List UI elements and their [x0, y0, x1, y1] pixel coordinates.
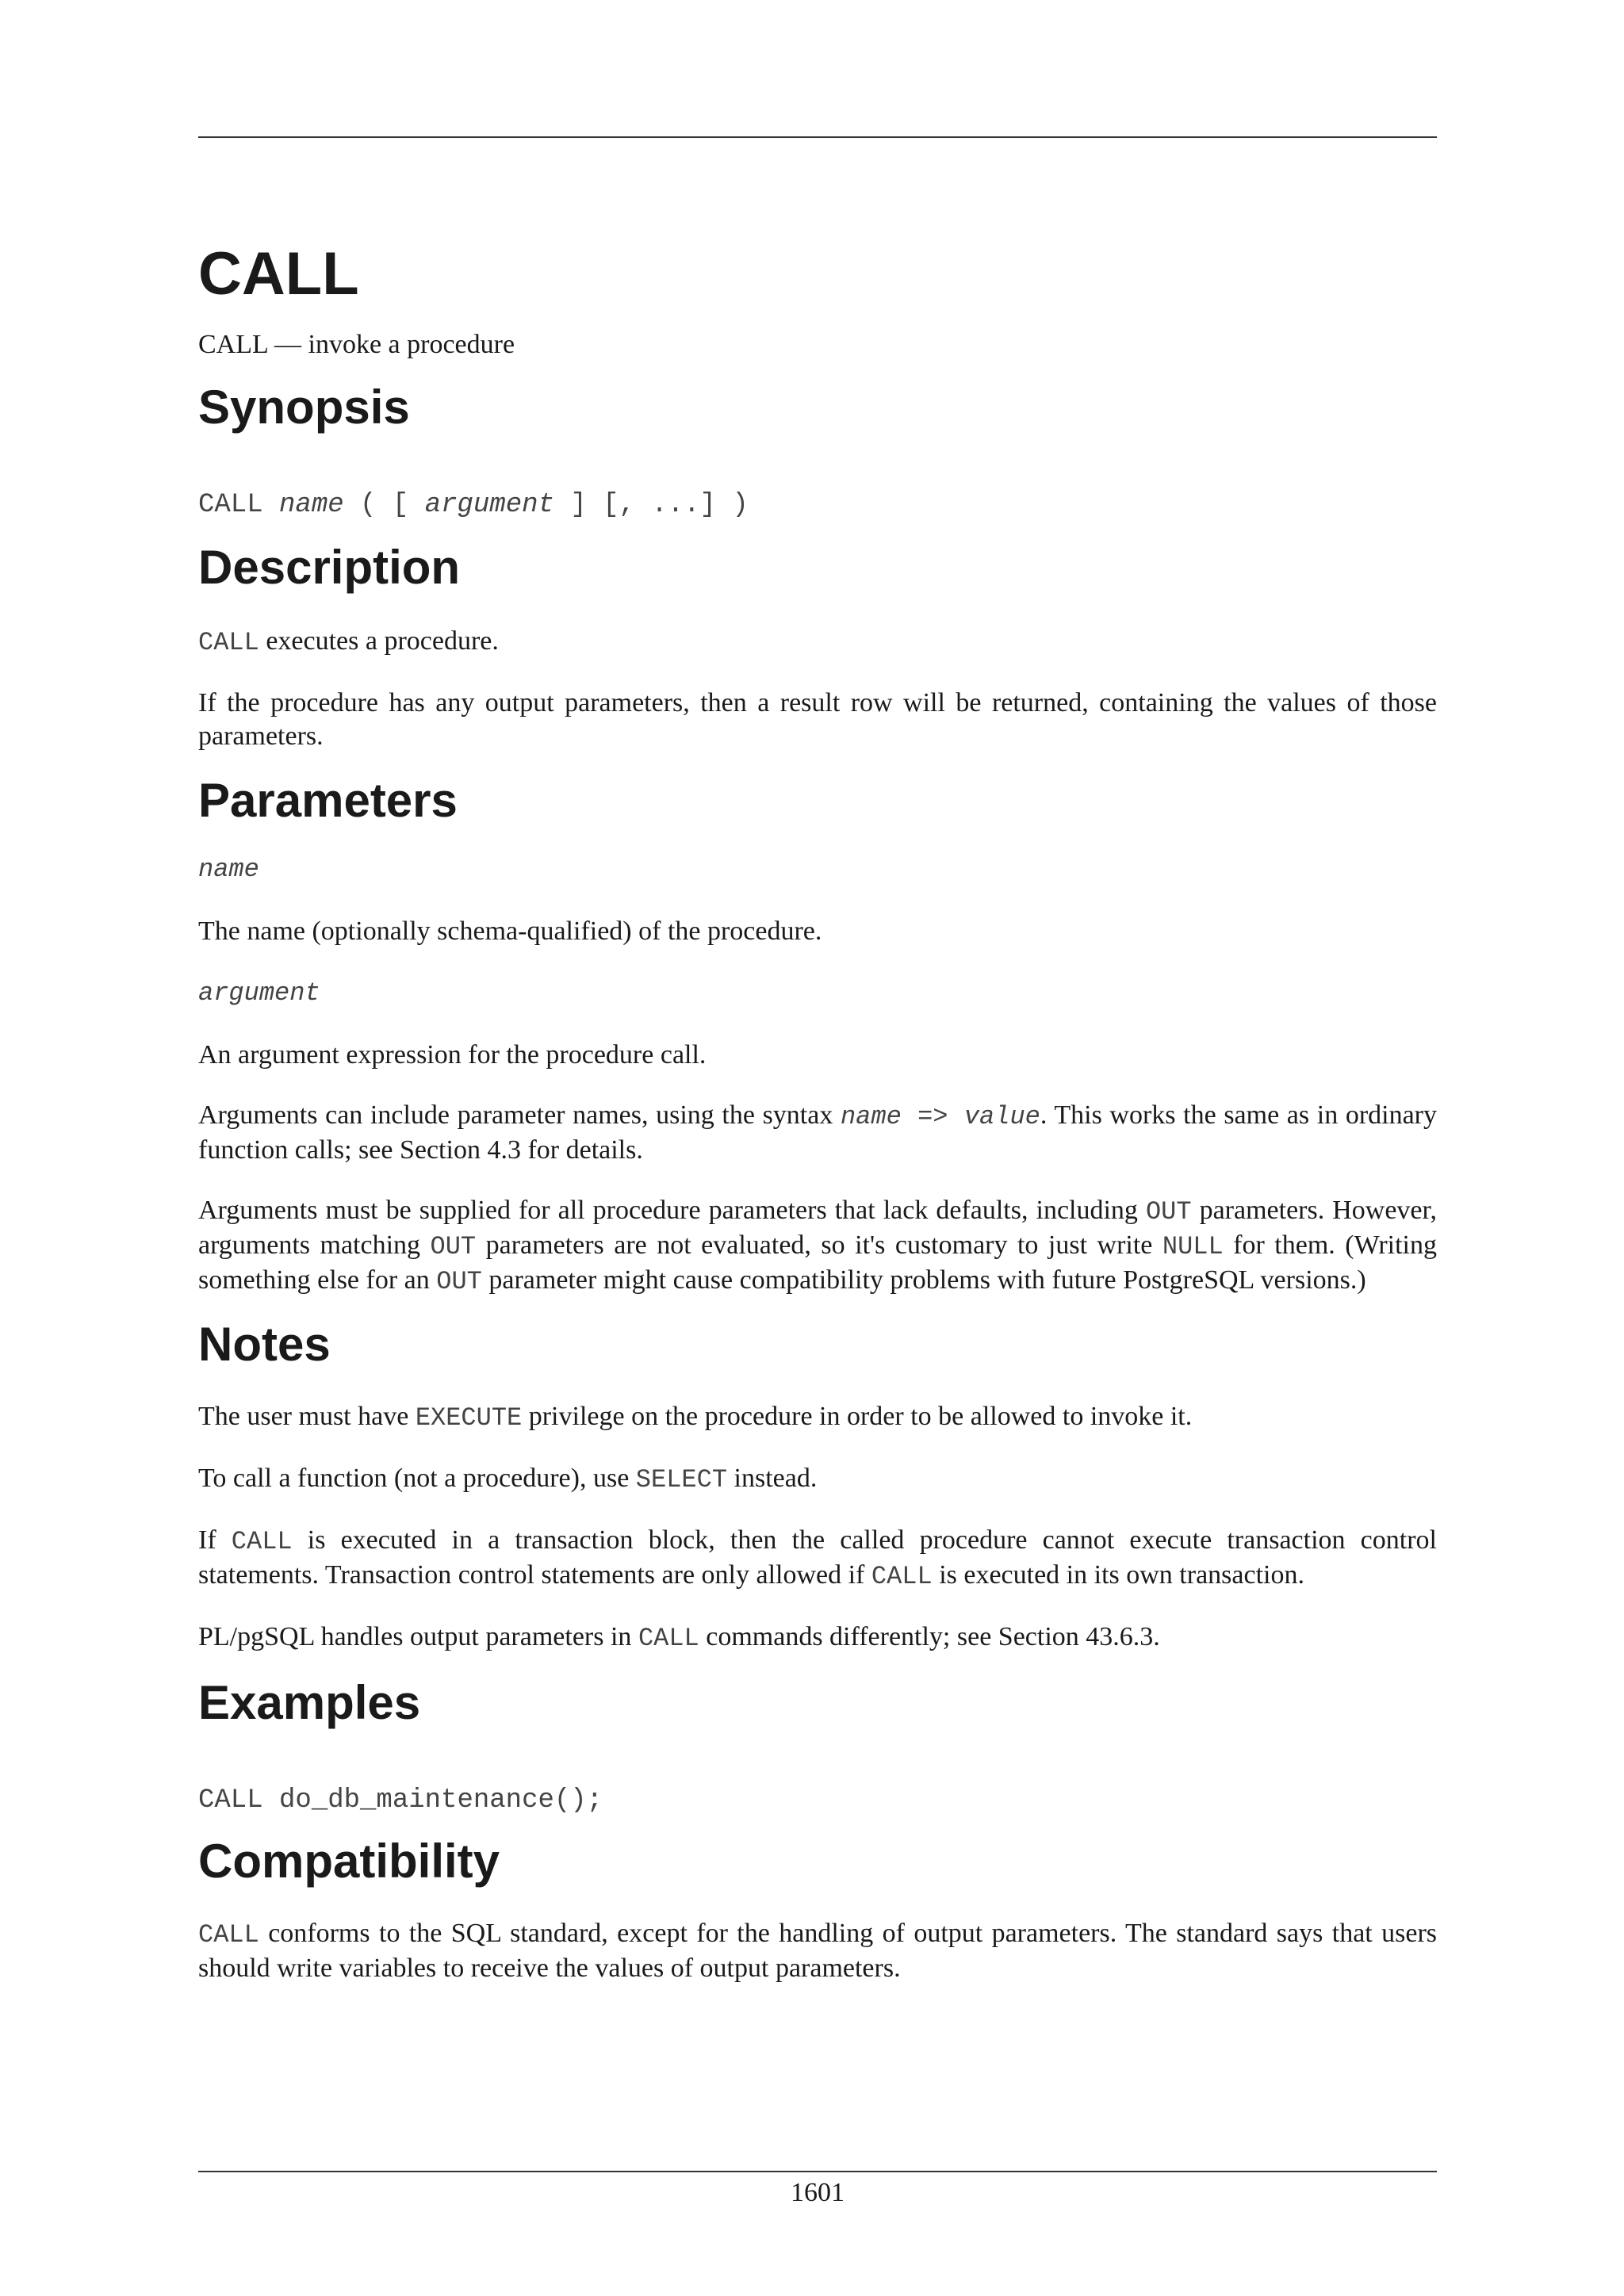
notes-p1-a: The user must have	[198, 1402, 416, 1431]
synopsis-argument: argument	[424, 490, 554, 520]
select-code: SELECT	[635, 1465, 728, 1494]
out-code: OUT	[430, 1232, 477, 1261]
param-desc-argument-1: An argument expression for the procedure call.	[198, 1040, 707, 1070]
null-code: NULL	[1162, 1232, 1224, 1261]
param-desc-name: The name (optionally schema-qualified) of the procedure.	[198, 916, 822, 946]
param-desc-argument-3	[198, 1194, 1437, 1299]
synopsis-call: CALL	[198, 490, 263, 520]
notes-p4-b: commands differently; see Section 43.6.3.	[699, 1622, 1160, 1651]
notes-p3-a: If	[198, 1525, 232, 1555]
arg-desc3-e: parameter might cause compatibility problems with future PostgreSQL versions.)	[481, 1265, 1366, 1295]
page-title: CALL	[198, 240, 359, 308]
refpurpose: CALL — invoke a procedure	[198, 330, 515, 359]
header-rule	[198, 136, 1437, 138]
page-number: 1601	[791, 2178, 845, 2207]
description-heading: Description	[198, 541, 461, 594]
example-code: CALL do_db_maintenance();	[198, 1785, 603, 1816]
synopsis-close: ] [, ...] )	[553, 490, 749, 520]
notes-p3-b: is executed in a transaction block, then the called procedure cannot execute transaction control statements. Transaction control statements are only allowed if	[198, 1525, 1437, 1590]
arg-desc3-c: parameters are not evaluated, so it's customary to just write	[476, 1230, 1162, 1260]
arg-desc2-a: Arguments can include parameter names, using the syntax	[198, 1100, 841, 1130]
out-code: OUT	[1145, 1197, 1192, 1226]
notes-p3	[198, 1524, 1437, 1594]
execute-code: EXECUTE	[415, 1403, 523, 1433]
arg-desc2-b: . This works the same as in ordinary function calls; see Section 4.3 for details.	[198, 1100, 1438, 1165]
out-code: OUT	[436, 1267, 482, 1296]
examples-heading: Examples	[198, 1676, 421, 1729]
arg-desc3-a: Arguments must be supplied for all procedure parameters that lack defaults, including	[198, 1196, 1146, 1225]
param-desc-argument-2	[198, 1099, 1437, 1167]
call-code: CALL	[871, 1562, 933, 1591]
notes-p2	[198, 1462, 1437, 1497]
compatibility-p1	[198, 1917, 1437, 1985]
compatibility-heading: Compatibility	[198, 1835, 500, 1888]
footer-rule	[198, 2171, 1437, 2172]
arg-desc3-d: for them. (Writing something else for an	[198, 1230, 1437, 1295]
notes-p4	[198, 1621, 1437, 1655]
notes-p4-a: PL/pgSQL handles output parameters in	[198, 1622, 638, 1651]
param-term-argument: argument	[198, 978, 320, 1008]
arg-desc3-b: parameters. However, arguments matching	[198, 1196, 1437, 1260]
notes-p2-a: To call a function (not a procedure), use	[198, 1464, 636, 1493]
call-code: CALL	[231, 1527, 293, 1556]
synopsis-heading: Synopsis	[198, 381, 410, 434]
synopsis-name: name	[279, 490, 344, 520]
call-code: CALL	[638, 1624, 699, 1653]
named-notation-code: name => value	[840, 1102, 1040, 1131]
synopsis-code	[198, 488, 1437, 522]
description-p2: If the procedure has any output parameters, then a result row will be returned, containing the values of those parameters.	[198, 688, 1437, 751]
compatibility-text: conforms to the SQL standard, except for the handling of output parameters. The standard says that users should write variables to receive the values of output parameters.	[198, 1919, 1437, 1983]
description-p1	[198, 625, 1437, 660]
notes-p3-c: is executed in its own transaction.	[932, 1560, 1304, 1590]
notes-heading: Notes	[198, 1318, 331, 1371]
notes-p2-b: instead.	[727, 1464, 818, 1493]
notes-p1	[198, 1400, 1437, 1435]
document-body	[198, 238, 1437, 1985]
parameters-heading: Parameters	[198, 774, 458, 827]
description-call-code: CALL	[198, 628, 259, 657]
call-code: CALL	[198, 1920, 259, 1950]
description-p1-text: executes a procedure.	[259, 626, 499, 656]
notes-p1-b: privilege on the procedure in order to be allowed to invoke it.	[522, 1402, 1193, 1431]
param-term-name: name	[198, 855, 259, 884]
synopsis-open: ( [	[343, 490, 425, 520]
